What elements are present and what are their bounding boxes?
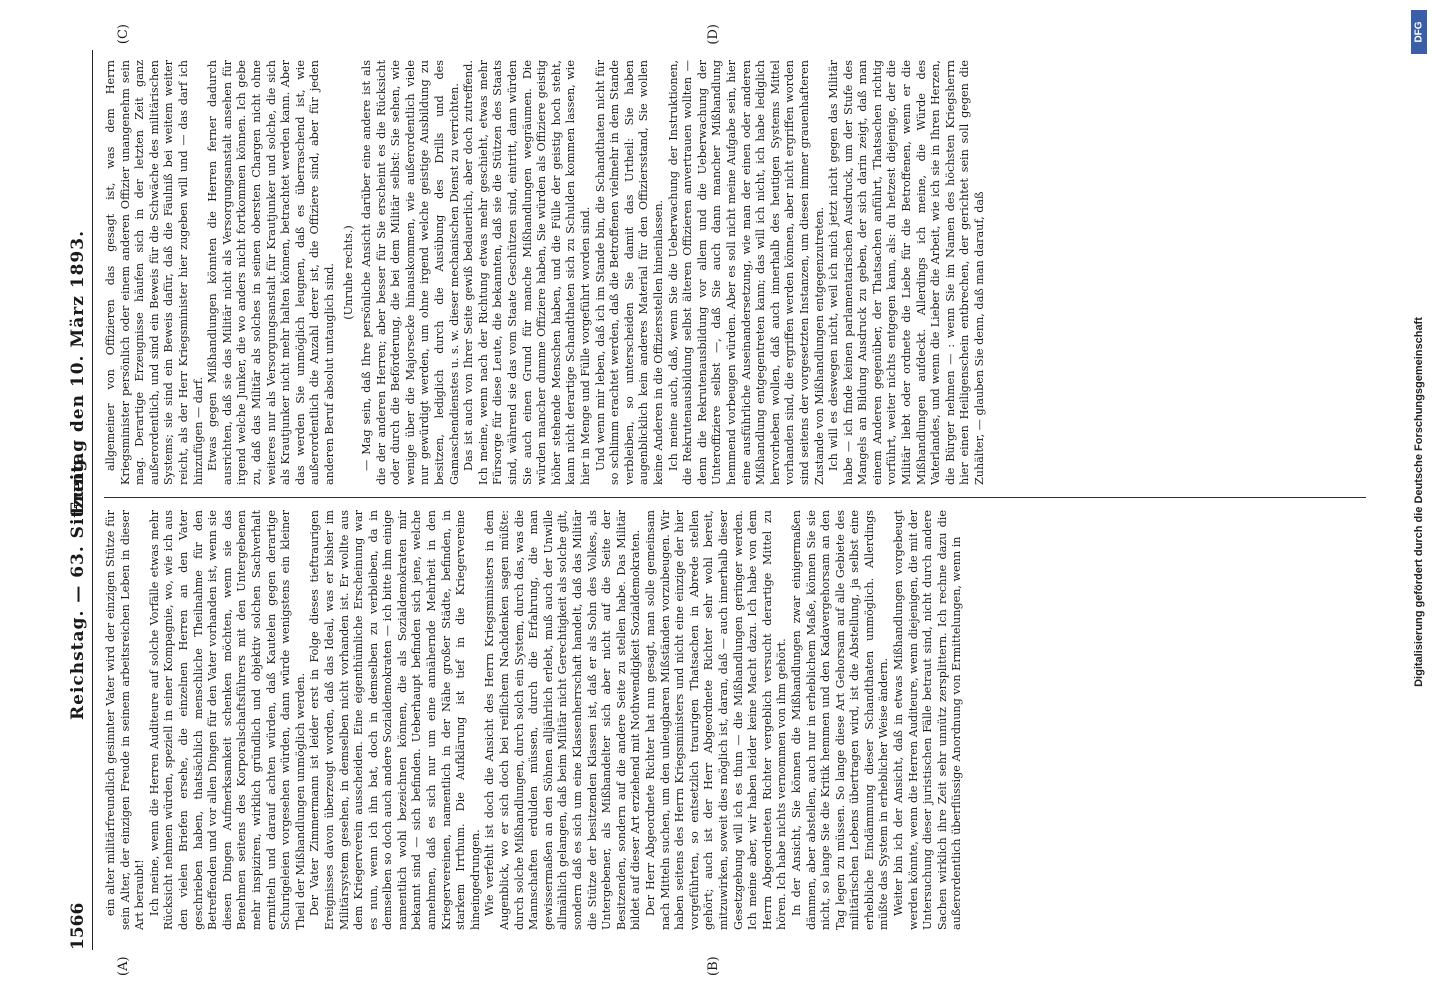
paragraph: Und wenn mir leben, daß ich im Stande bin, die Schandthaten nicht für so schlimm erachtet werden, daß die Betroffenen vielmehr in dem Stande verbleiben, so unterscheiden Sie damit das Urtheil: Sie haben augenblicklich kein anderes Material für den Offiziersstand, Sie wollen keine Anderen in die Offiziersstellen hineinlassen. [593, 60, 665, 485]
stage-direction: (Unruhe rechts.) [341, 225, 355, 320]
right-text-column [104, 60, 1366, 485]
margin-marker-b: (B) [706, 956, 721, 976]
margin-marker-d: (D) [706, 24, 721, 45]
left-text-column [104, 510, 1366, 930]
digitization-note [1410, 10, 1428, 995]
paragraph: — Mag sein, daß Ihre persönliche Ansicht darüber eine andere ist als die der anderen Herren; aber besser für Sie erscheint es die Rücksicht oder durch die Beförderung, die bei dem Militär selbst: Sie sehen, wie wenige über die Majorsecke hinauskommen, wie außerordentlich viele nur gewürdigt werden, um ohne irgend welche geistige Ausbildung zu besitzen, lediglich durch die Ausübung des Drills und des Gamaschendienstes u. s. w. dieser mechanischen Dienst zu verrichten. [360, 60, 461, 485]
column-divider [104, 497, 1366, 498]
paragraph: Das ist auch von Ihrer Seite gewiß bedauerlich, aber doch zutreffend. Ich meine, wenn nach der Richtung etwas mehr geschieht, etwas mehr Fürsorge für diese Leute, die bekannten, daß sie die Stützen des Staats sind, während sie das vom Staate Geschützen sind, eintritt, dann würden Sie auch einen Grund für manche Mißhandlungen wegräumen. Die würden mancher dumme Offiziere haben, Sie würden als Offiziere geistig höher stehende Menschen haben, und die Fülle der geistig hoch steht, kann nicht derartige Schandthaten sich zu Schulden kommen lassen, wie hier in Menge und Fülle vorgeführt worden sind. [462, 60, 592, 485]
paragraph: Der Herr Abgeordnete Richter hat nun gesagt, man solle gemeinsam nach Mitteln suchen, um den unleugbaren Mißständen vorzubeugen. Wir haben seitens des Herrn Kriegsministers und nicht eine einzige der hier vorgeführten, so entsetzlich traurigen Thatsachen in Abrede stellen gehört; auch ist der Herr Abgeordnete Richter sehr wohl bereit, mitzuwirken, soweit dies möglich ist, daran, daß — auch innerhalb dieser Gesetzgebung will ich es thun — die Mißhandlungen geringer werden. Ich meine aber, wir haben leider keine Macht dazu. Ich habe von dem Herrn Abgeordneten Richter vergeblich versucht derartige Mittel zu hören. Ich habe nichts vernommen von ihm gehört. [643, 510, 789, 930]
paragraph: Ich will es deswegen nicht, weil ich mich jetzt nicht gegen das Militär habe — ich finde keinen parlamentarischen Ausdruck, um der Stufe des Mangels an Bildung Ausdruck zu geben, der sich darin zeigt, daß man einem Anderen gegenüber, der Thatsachen anführt, Thatsachen richtig vorführt, weiter nichts entgegen kann, als: du hetzest diejenige, der die Militär liebt oder ordnete die Liebe für die Betroffenen, wenn er die Mißhandlungen aufdeckt. Allerdings ich meine, die Würde des Vaterlandes, und wenn die Lieber die Arbeit, wie ich sie in Ihren Herzen, die Bürger nehmen — : wenn Sie im Namen des höchsten Kriegsherrn hier einen Heiligenschein entbrechen, der gerichtet sein soll gegen die Zuhälter, — glauben Sie denn, daß man darauf, daß [827, 60, 987, 485]
margin-marker-c: (C) [116, 24, 131, 45]
paragraph: allgemeiner von Offizieren das gesagt ist, was dem Herrn Kriegsminister persönlich oder einem anderen Offizier unangenehm sein mag. Derartige Erzeugnisse häufen sich in der letzten Zeit ganz außerordentlich, und sind ein Beweis für die Schwäche des militärischen Systems; sie sind ein Beweis dafür, daß die Fäulniß bei weitem weiter reicht, als der Herr Kriegsminister hier zugeben will und — das darf ich hinzufügen — darf. [104, 60, 205, 485]
dfg-logo: DFG [1411, 10, 1427, 54]
paragraph: ein alter militärfreundlich gesinnter Vater wird der einzigen Stütze für sein Alter, der einzigen Freude in seinem arbeitsreichen Leben in dieser Art beraubt! [104, 510, 147, 930]
page-number: 1566 [68, 902, 88, 950]
margin-marker-a: (A) [116, 956, 131, 976]
paragraph: Ich meine, wenn die Herren Auditeure auf solche Vorfälle etwas mehr Rücksicht nehmen würden, speziell in einer Kompagnie, wo, wie ich aus den vielen Briefen ersehe, die einzelnen Herren an den Vater geschrieben haben, thatsächlich menschliche Theilnahme für den Betreffenden und vor allen Dingen für den Vater vorhanden ist, wenn sie diesen Dingen Aufmerksamkeit schenken möchten, wenn sie das Benehmen seitens des Korporalschaftsführers mit den Untergebenen mehr inspiziren, wirklich gründlich und objektiv solchen Sachverhalt ermitteln und darauf achten würden, daß Kautelen gegen derartige Schurigeleien vorgesehen würden, dann würde wenigstens ein kleiner Theil der Mißhandlungen unmöglich werden. [147, 510, 307, 930]
paragraph: Der Vater Zimmermann ist leider erst in Folge dieses tieftraurigen Ereignisses davon überzeugt worden, daß das Ideal, was er bisher im Militärsystem gesehen, in demselben nicht vorhanden ist. Er wollte aus dem Kriegerverein ausscheiden. Eine eigenthümliche Erscheinung war es nun, wenn ich ihn bat, doch in demselben zu verbleiben, da in demselben so doch auch andere Sozialdemokraten — ich bitte ihm einige namentlich wohl bezeichnen können, die als Sozialdemokraten mir bekannt sind — sich befinden. Ueberhaupt befinden sich jene, welche annehmen, daß es sich nur um eine annähernde Mehrheit in den Kriegervereinen, namentlich in der Nähe großer Städte, befinden, in starkem Irrthum. Die Aufklärung ist tief in die Kriegervereine hineingedrungen. [308, 510, 482, 930]
paragraph: Etwas gegen Mißhandlungen könnten die Herren ferner dadurch ausrichten, daß sie das Militär nicht als Versorgungsanstalt ansehen für irgend welche Junker, die wo anders nicht fortkommen können. Ich gebe zu, daß das Militär als solches in seinen obersten Chargen nicht ohne weiteres nur als Versorgungsanstalt für Krautjunker und solche, die sich als Krautjunker nicht mehr halten können, betrachtet werden kann. Aber das werden Sie unmöglich leugnen, daß es überraschend ist, wie außerordentlich die Anzahl derer ist, die Offiziere sind, aber für jeden anderen Beruf absolut untauglich sind. [206, 60, 336, 485]
header-left-title: Reichstag. — 63. Sitzung. [68, 451, 88, 720]
document-page [26, 10, 1406, 990]
paragraph: Weiter bin ich der Ansicht, daß in etwas Mißhandlungen vorgebeugt werden könnte, wenn die Herren Auditeure, wenn diejenigen, die mit der Untersuchung dieser juristischen Fälle betraut sind, nicht durch andere Sachen wirklich ihre Zeit sehr unnütz zersplittern. Ich rechne dazu die außerordentlich überflüssige Anordnung von Ermittelungen, wenn in [892, 510, 964, 930]
page-header [66, 50, 93, 950]
paragraph: Ich meine auch, daß, wenn Sie die Ueberwachung der Instruktionen, die Rekrutenausbildung selbst älteren Offizieren anvertrauen wollten — denn die Rekrutenausbildung vor allem und die Ueberwachung der Unteroffiziere selbst —, daß Sie auch dann mancher Mißhandlung hemmend vorbeugen würden. Aber es soll nicht meine Aufgabe sein, hier eine ausführliche Auseinandersetzung, wie man der einen oder anderen Mißhandlung entgegentreten kann; das will ich nicht, ich habe lediglich hervorheben wollen, daß auch innerhalb des heutigen Systems Mittel vorhanden sind, die ergriffen werden können, aber nicht ergriffen worden sind seitens der vorgesetzten Instanzen, um diesen immer grauenhafteren Zustande von Mißhandlungen entgegenzutreten. [666, 60, 826, 485]
paragraph: In der Ansicht, Sie können die Mißhandlungen zwar einigermaßen dämmen, aber abstellen, auch nur in erheblichem Maße, können Sie sie nicht, so lange Sie die Kritik hemmen und den Kadavergehorsam an den Tag legen zu müssen. So lange diese Art Gehorsam auf alle Gebiete des militärischen Lebens übertragen wird, ist die Abstellung, ja selbst eine erhebliche Eindämmung dieser Schandthaten unmöglich. Allerdings müßte das System in erheblicher Weise ändern. [789, 510, 891, 930]
paragraph: Wie verfehlt ist doch die Ansicht des Herrn Kriegsministers in dem Augenblick, wo er sich doch bei reiflichem Nachdenken sagen müßte: durch solche Mißhandlungen, durch solch ein System, durch das, was die Mannschaften erdulden müssen, durch die Erfahrung, die man gewissermaßen an den Söhnen alljährlich erlebt, muß auch der Unwille allmählich gelangen, daß beim Militär nicht Gerechtigkeit als solche gilt, sondern daß es sich um eine Klassenherrschaft handelt, daß das Militär die Stütze der besitzenden Klassen ist, daß er als Sohn des Volkes, als Untergebener, als Mißhandelter sich aber nicht auf die Seite der Besitzenden, sondern auf die andere Seite zu stellen habe. Das Militär bildet auf dieser Art erziehend mit Nothwendigkeit Sozialdemokraten. [483, 510, 643, 930]
digitization-note-text: Digitalisierung gefördert durch die Deutsche Forschungsgemeinschaft [1413, 317, 1425, 687]
header-right-title: Freitag den 10. März 1893. [68, 230, 88, 515]
